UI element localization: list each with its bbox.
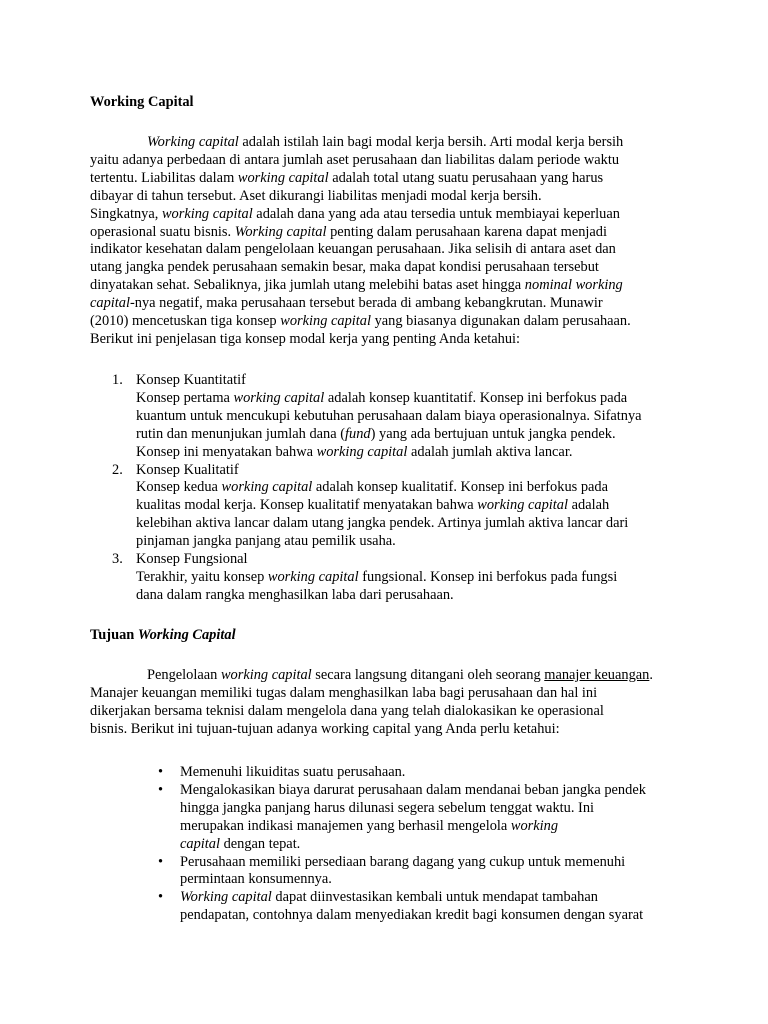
text-line: Manajer keuangan memiliki tugas dalam menghasilkan laba bagi perusahaan dan hal ini: [90, 684, 598, 701]
list-item: • Working capital dapat diinvestasikan kembali untuk mendapat tambahan pendapatan, contohnya dalam menyediakan kredit bagi konsumen dengan syarat: [158, 889, 644, 924]
text-line: (2010) mencetuskan tiga konsep working capital yang biasanya digunakan dalam perusahaan.: [90, 313, 631, 330]
text-line: Singkatnya, working capital adalah dana yang ada atau tersedia untuk membiayai keperluan: [90, 205, 620, 222]
text-line: Berikut ini penjelasan tiga konsep modal kerja yang penting Anda ketahui:: [90, 330, 521, 347]
text-line: dinyatakan sehat. Sebaliknya, jika jumlah utang melebihi batas aset hingga nominal working: [90, 277, 623, 294]
list-item-title: Konsep Kualitatif: [136, 461, 239, 478]
text-line: yaitu adanya perbedaan di antara jumlah aset perusahaan dan liabilitas dalam periode waktu: [90, 151, 620, 168]
bullet-icon: •: [158, 889, 164, 906]
list-item: • Mengalokasikan biaya darurat perusahaan dalam mendanai beban jangka pendek hingga jangka panjang harus dilunasi segera sebelum tenggat waktu. Ini merupakan indikasi manajemen yang berhasil mengelola working capital dengan tepat.: [158, 781, 646, 852]
bullet-icon: •: [158, 781, 164, 798]
text-line: tertentu. Liabilitas dalam working capital adalah total utang suatu perusahaan yang harus: [90, 169, 604, 186]
text-line: indikator kesehatan dalam pengelolaan keuangan perusahaan. Jika selisih di antara aset dan: [90, 241, 616, 258]
bullet-icon: •: [158, 853, 164, 870]
text-line: dikerjakan bersama teknisi dalam mengelola dana yang telah dialokasikan ke operasional: [90, 702, 604, 719]
intro-paragraph: [90, 134, 690, 349]
manajer-keuangan-link[interactable]: manajer keuangan: [544, 667, 650, 683]
section-heading-tujuan: Tujuan Working Capital: [90, 627, 236, 643]
text-line: Working capital adalah istilah lain bagi modal kerja bersih. Arti modal kerja bersih: [147, 134, 624, 150]
list-item: 2. Konsep Kualitatif Konsep kedua working capital adalah konsep kualitatif. Konsep ini berfokus pada kualitas modal kerja. Konsep kualitatif menyatakan bahwa working capital adalah kelebihan aktiva lancar dalam utang jangka pendek. Artinya jumlah aktiva lancar dari pinjaman jangka panjang atau pemilik usaha.: [112, 462, 618, 552]
list-number: 1.: [112, 372, 123, 388]
section-heading-working-capital: Working Capital: [90, 94, 194, 110]
list-number: 3.: [112, 551, 123, 568]
text-line: operasional suatu bisnis. Working capital penting dalam perusahaan karena dapat menjadi: [90, 223, 607, 240]
list-item-title: Konsep Fungsional: [136, 551, 248, 568]
list-number: 2.: [112, 461, 123, 478]
list-item-title: Konsep Kuantitatif: [136, 372, 246, 388]
text-line: capital-nya negatif, maka perusahaan tersebut berada di ambang kebangkrutan. Munawir: [90, 295, 603, 312]
concepts-numbered-list: [112, 372, 642, 605]
bullet-icon: •: [158, 764, 164, 780]
text-line: utang jangka pendek perusahaan semakin besar, maka dapat kondisi perusahaan tersebut: [90, 259, 599, 276]
text-line: bisnis. Berikut ini tujuan-tujuan adanya working capital yang Anda perlu ketahui:: [90, 720, 560, 737]
text-line: Pengelolaan working capital secara langsung ditangani oleh seorang manajer keuangan.: [147, 667, 653, 683]
goals-bullet-list: [158, 764, 646, 925]
list-item: 3. Konsep Fungsional Terakhir, yaitu konsep working capital fungsional. Konsep ini berfokus pada fungsi dana dalam rangka menghasilkan laba dari perusahaan.: [112, 551, 618, 605]
list-item: • Memenuhi likuiditas suatu perusahaan.: [158, 764, 406, 780]
list-item: • Perusahaan memiliki persediaan barang dagang yang cukup untuk memenuhi permintaan konsumennya.: [158, 853, 626, 888]
list-item: 1. Konsep Kuantitatif Konsep pertama working capital adalah konsep kuantitatif. Konsep ini berfokus pada kuantum untuk mencukupi kebutuhan perusahaan dalam biaya operasionalnya. Sifatnya rutin dan menunjukan jumlah dana (fund) yang ada bertujuan untuk jangka pendek. Konsep ini menyatakan bahwa working capital adalah jumlah aktiva lancar.: [112, 372, 642, 460]
goals-paragraph: [90, 667, 690, 739]
text-line: dibayar di tahun tersebut. Aset dikurangi liabilitas menjadi modal kerja bersih.: [90, 187, 542, 204]
